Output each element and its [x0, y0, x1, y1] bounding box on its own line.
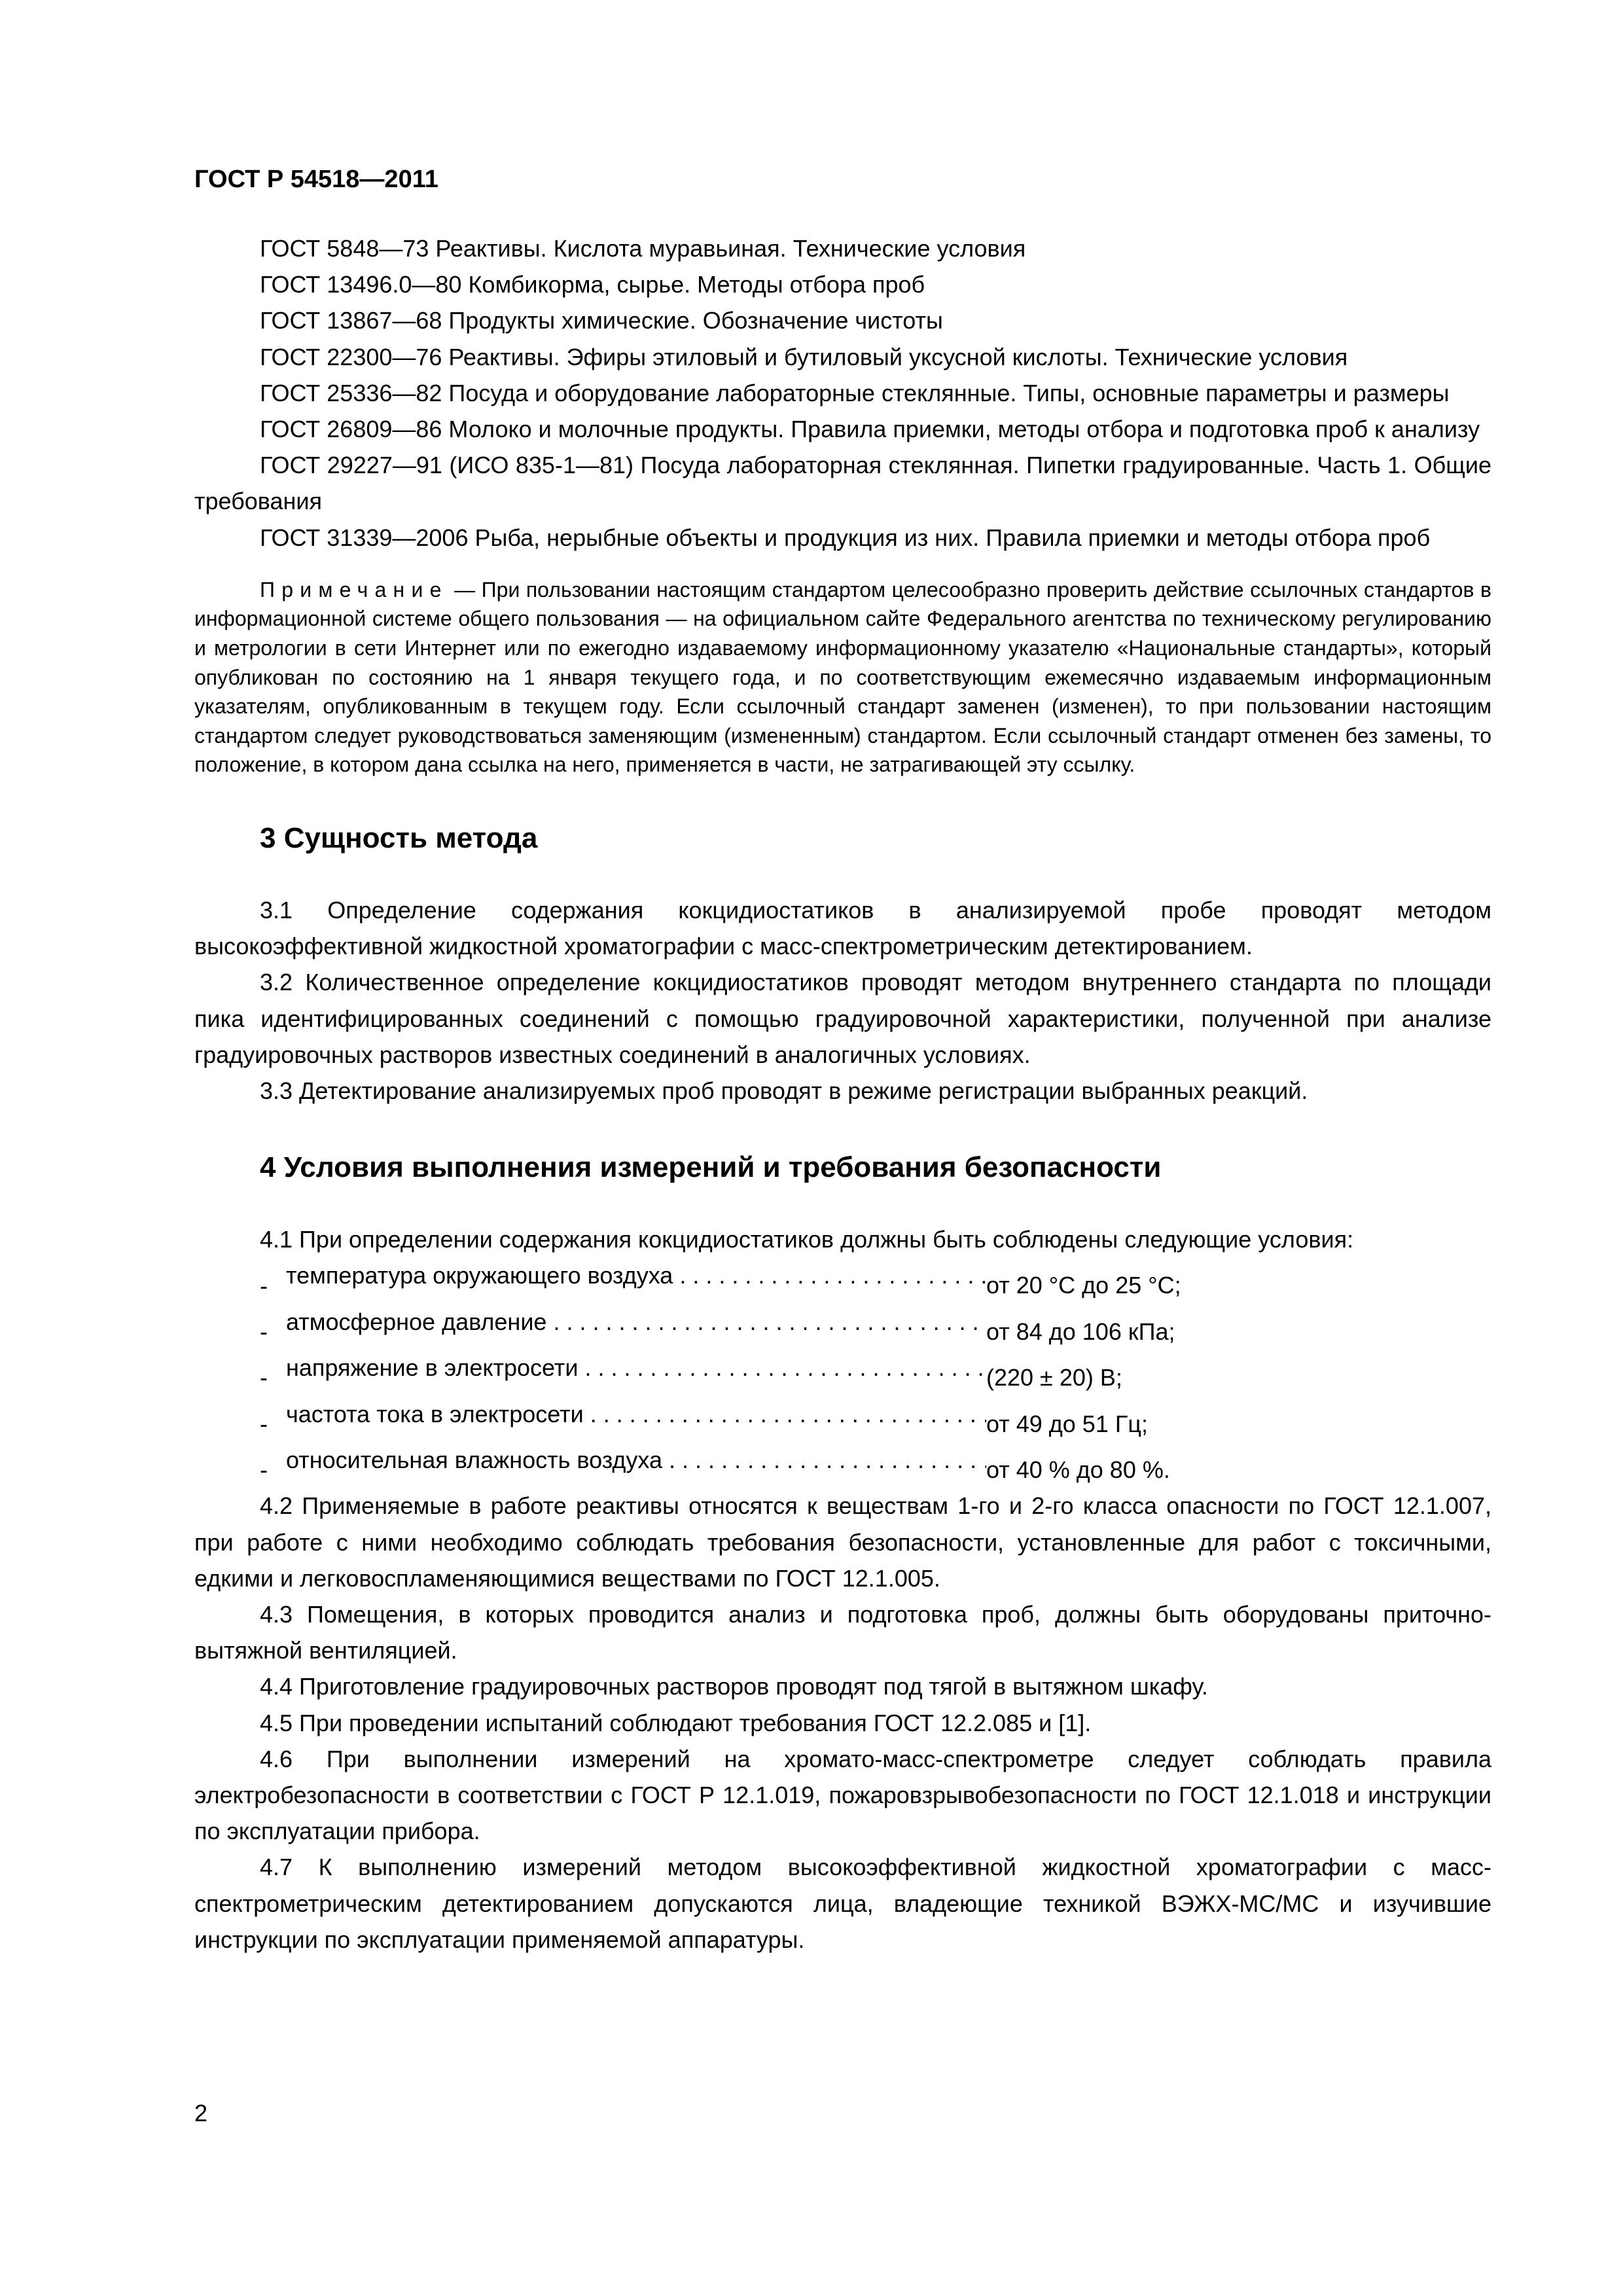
condition-value: от 40 % до 80 %. — [986, 1456, 1170, 1484]
condition-label: напряжение в электросети . . . — [286, 1350, 986, 1386]
page-content — [194, 162, 1491, 1958]
conditions-list — [194, 1257, 1491, 1488]
section-4-title: 4 Условия выполнения измерений и требования безопасности — [260, 1151, 1162, 1184]
note-paragraph — [194, 575, 1491, 780]
condition-value: от 20 °С до 25 °С; — [986, 1272, 1181, 1299]
reference-item: ГОСТ 31339—2006 Рыба, нерыбные объекты и продукция из них. Правила приемки и методы отбора проб — [260, 524, 1431, 551]
note-label: Примечание — [260, 577, 448, 601]
document-header: ГОСТ Р 54518—2011 — [194, 166, 438, 193]
section-4-paragraph: 4.3 Помещения, в которых проводится анализ и подготовка проб, должны быть оборудованы приточно-вытяжной вентиляцией. — [194, 1601, 1491, 1664]
condition-label: температура окружающего воздуха . . . — [286, 1257, 986, 1293]
reference-item: ГОСТ 13496.0—80 Комбикорма, сырье. Методы отбора проб — [260, 271, 925, 298]
section-4-intro: 4.1 При определении содержания кокцидиостатиков должны быть соблюдены следующие условия: — [260, 1226, 1354, 1253]
condition-item: - относительная влажность воздуха . . . от 40 % до 80 %. — [194, 1442, 1491, 1488]
reference-item: ГОСТ 25336—82 Посуда и оборудование лабораторные стеклянные. Типы, основные параметры и размеры — [260, 379, 1450, 406]
note-text: — При пользовании настоящим стандартом целесообразно проверить действие ссылочных стандартов в информационной системе общего пользования — на официальном сайте Федерального агентства по техническому регулированию и метрологии в сети Интернет или по ежегодно издаваемому информационному указателю «Национальные стандарты», который опубликован по состоянию на 1 января текущего года, и по соответствующим ежемесячно издаваемым информационным указателям, опубликованным в текущем году. Если ссылочный стандарт заменен (изменен), то при пользовании настоящим стандартом следует руководствоваться заменяющим (измененным) стандартом. Если ссылочный стандарт отменен без замены, то положение, в котором дана ссылка на него, применяется в части, не затрагивающей эту ссылку. — [194, 577, 1491, 777]
condition-item: - частота тока в электросети . . . от 49 до 51 Гц; — [194, 1396, 1491, 1442]
condition-label: частота тока в электросети . . . — [286, 1396, 986, 1432]
reference-item: ГОСТ 5848—73 Реактивы. Кислота муравьиная. Технические условия — [260, 235, 1026, 262]
condition-item: - атмосферное давление . . . от 84 до 106 кПа; — [194, 1304, 1491, 1350]
condition-value: от 84 до 106 кПа; — [986, 1318, 1175, 1346]
condition-label: относительная влажность воздуха . . . — [286, 1442, 986, 1478]
reference-list — [194, 230, 1491, 556]
section-4-paragraph: 4.6 При выполнении измерений на хромато-масс-спектрометре следует соблюдать правила электробезопасности в соответствии с ГОСТ Р 12.1.019, пожаровзрывобезопасности по ГОСТ 12.1.018 и инструкции по эксплуатации прибора. — [194, 1745, 1491, 1845]
section-3-paragraph: 3.3 Детектирование анализируемых проб проводят в режиме регистрации выбранных реакций. — [260, 1077, 1308, 1104]
condition-label: атмосферное давление . . . — [286, 1304, 986, 1340]
condition-value: от 49 до 51 Гц; — [986, 1410, 1148, 1437]
reference-item: ГОСТ 26809—86 Молоко и молочные продукты. Правила приемки, методы отбора и подготовка проб к анализу — [260, 416, 1480, 443]
condition-item: - температура окружающего воздуха . . . от 20 °С до 25 °С; — [194, 1257, 1491, 1303]
page-number: 2 — [194, 2100, 208, 2126]
section-4-paragraph: 4.7 К выполнению измерений методом высокоэффективной жидкостной хроматографии с масс-спектрометрическим детектированием допускаются лица, владеющие техникой ВЭЖХ-МС/МС и изучившие инструкции по эксплуатации применяемой аппаратуры. — [194, 1854, 1491, 1953]
section-3-title: 3 Сущность метода — [260, 821, 538, 854]
section-3-paragraph: 3.2 Количественное определение кокцидиостатиков проводят методом внутреннего стандарта по площади пика идентифицированных соединений с помощью градуировочной характеристики, полученной при анализе градуировочных растворов известных соединений в аналогичных условиях. — [194, 969, 1491, 1068]
section-4-paragraph: 4.4 Приготовление градуировочных растворов проводят под тягой в вытяжном шкафу. — [260, 1673, 1208, 1700]
section-4-paragraph: 4.2 Применяемые в работе реактивы относятся к веществам 1-го и 2-го класса опасности по ГОСТ 12.1.007, при работе с ними необходимо соблюдать требования безопасности, установленные для работ с токсичными, едкими и легковоспламеняющимися веществами по ГОСТ 12.1.005. — [194, 1492, 1491, 1592]
reference-item: ГОСТ 13867—68 Продукты химические. Обозначение чистоты — [260, 307, 943, 334]
reference-item: ГОСТ 29227—91 (ИСО 835-1—81) Посуда лабораторная стеклянная. Пипетки градуированные. Часть 1. Общие требования — [194, 452, 1491, 515]
condition-item: - напряжение в электросети . . . (220 ± 20) В; — [194, 1350, 1491, 1395]
section-3-paragraph: 3.1 Определение содержания кокцидиостатиков в анализируемой пробе проводят методом высокоэффективной жидкостной хроматографии с масс-спектрометрическим детектированием. — [194, 896, 1491, 960]
condition-value: (220 ± 20) В; — [986, 1364, 1122, 1391]
reference-item: ГОСТ 22300—76 Реактивы. Эфиры этиловый и бутиловый уксусной кислоты. Технические условия — [260, 343, 1348, 370]
section-4-paragraph: 4.5 При проведении испытаний соблюдают требования ГОСТ 12.2.085 и [1]. — [260, 1709, 1092, 1736]
